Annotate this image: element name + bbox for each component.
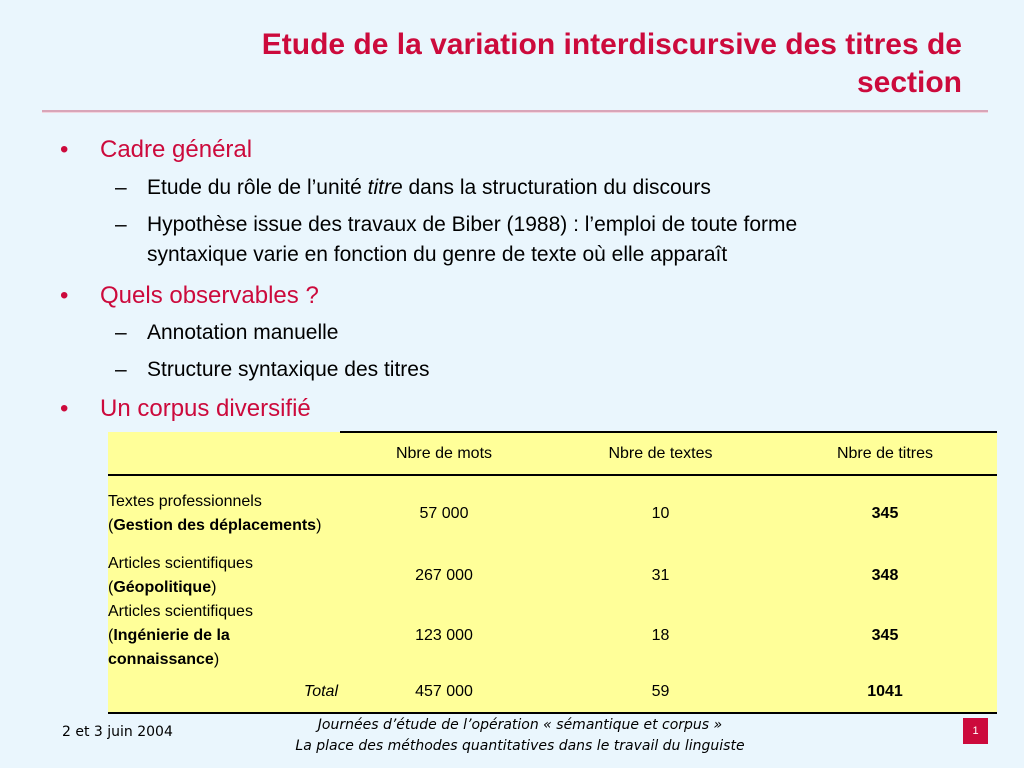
footer-event-line2: La place des méthodes quantitatives dans le travail du linguiste: [295, 738, 745, 754]
paren-open: (: [108, 579, 114, 596]
row-label-bold: Géopolitique: [113, 579, 212, 596]
row-label: [108, 475, 340, 552]
bullet-corpus: [60, 394, 311, 424]
cell-mots: 267 000: [340, 552, 548, 600]
sub-item-hypothese-line2: syntaxique varie en fonction du genre de texte où elle apparaît: [147, 243, 728, 266]
slide-title: [200, 26, 962, 102]
cell-mots: 123 000: [340, 600, 548, 672]
dash-icon: –: [115, 176, 127, 199]
paren-close: ): [316, 517, 322, 534]
bullet-icon: •: [60, 282, 69, 309]
dash-icon: –: [115, 358, 127, 381]
sub-item-hypothese-line1: Hypothèse issue des travaux de Biber (1988) : l’emploi de toute forme: [147, 213, 798, 236]
row-label-line: Articles scientifiques: [108, 603, 253, 620]
total-titres-value: 1041: [867, 683, 903, 700]
paren-close: ): [213, 651, 220, 668]
sub-item-structure-text: Structure syntaxique des titres: [147, 358, 430, 381]
bullet-observables-text: Quels observables ?: [100, 282, 319, 309]
cell-titres-value: 345: [871, 505, 899, 522]
footer-date: 2 et 3 juin 2004: [62, 724, 173, 740]
sub-item-role-titre: [115, 173, 977, 203]
table-header-textes: Nbre de textes: [548, 432, 773, 475]
bullet-cadre: [60, 135, 253, 165]
row-label-line: Articles scientifiques: [108, 555, 253, 572]
paren-close: ): [211, 579, 217, 596]
slide-title-line1: Etude de la variation interdiscursive des titres de: [261, 28, 962, 61]
cell-textes: 31: [548, 552, 773, 600]
bullet-observables: [60, 281, 319, 311]
dash-icon: –: [115, 321, 127, 344]
table-row: [108, 475, 997, 552]
bullet-icon: •: [60, 395, 69, 422]
footer-event: [260, 715, 780, 757]
table-row: [108, 600, 997, 672]
sub-item-hypothese: [115, 210, 977, 270]
row-label: [108, 552, 340, 600]
cell-mots: 57 000: [340, 475, 548, 552]
page-number: 1: [963, 718, 988, 744]
paren-open: (: [108, 517, 114, 534]
paren-open: (: [108, 627, 114, 644]
sub-item-annotation-text: Annotation manuelle: [147, 321, 339, 344]
title-divider: [42, 110, 988, 113]
table-header-empty: [108, 432, 340, 475]
sub-item-text-after: dans la structuration du discours: [402, 176, 711, 199]
total-mots: 457 000: [340, 672, 548, 713]
cell-titres: [773, 475, 997, 552]
table-header-row: [108, 432, 997, 475]
row-label-bold: Ingénierie de la connaissance: [108, 627, 230, 668]
row-label: [108, 600, 340, 672]
sub-item-structure: [115, 355, 977, 385]
slide-title-line2: section: [856, 66, 962, 99]
table-header-titres: Nbre de titres: [773, 432, 997, 475]
cell-titres-value: 345: [871, 627, 899, 644]
cell-textes: 18: [548, 600, 773, 672]
total-label: Total: [108, 672, 340, 713]
total-textes: 59: [548, 672, 773, 713]
corpus-table: [108, 431, 997, 714]
row-label-bold: Gestion des déplacements: [113, 517, 317, 534]
footer-event-line1: Journées d’étude de l’opération « sémantique et corpus »: [317, 717, 723, 733]
row-label-line: Textes professionnels: [108, 493, 262, 510]
table-row: [108, 552, 997, 600]
cell-titres: [773, 552, 997, 600]
bullet-icon: •: [60, 136, 69, 163]
cell-titres-value: 348: [871, 567, 899, 584]
table-total-row: [108, 672, 997, 713]
sub-item-text-before: Etude du rôle de l’unité: [147, 176, 368, 199]
bullet-cadre-text: Cadre général: [100, 136, 253, 163]
table-header-mots: Nbre de mots: [340, 432, 548, 475]
dash-icon: –: [115, 213, 127, 236]
cell-textes: 10: [548, 475, 773, 552]
sub-item-annotation: [115, 318, 977, 348]
bullet-corpus-text: Un corpus diversifié: [100, 395, 311, 422]
total-titres: [773, 672, 997, 713]
sub-item-text-italic: titre: [367, 176, 403, 199]
cell-titres: [773, 600, 997, 672]
